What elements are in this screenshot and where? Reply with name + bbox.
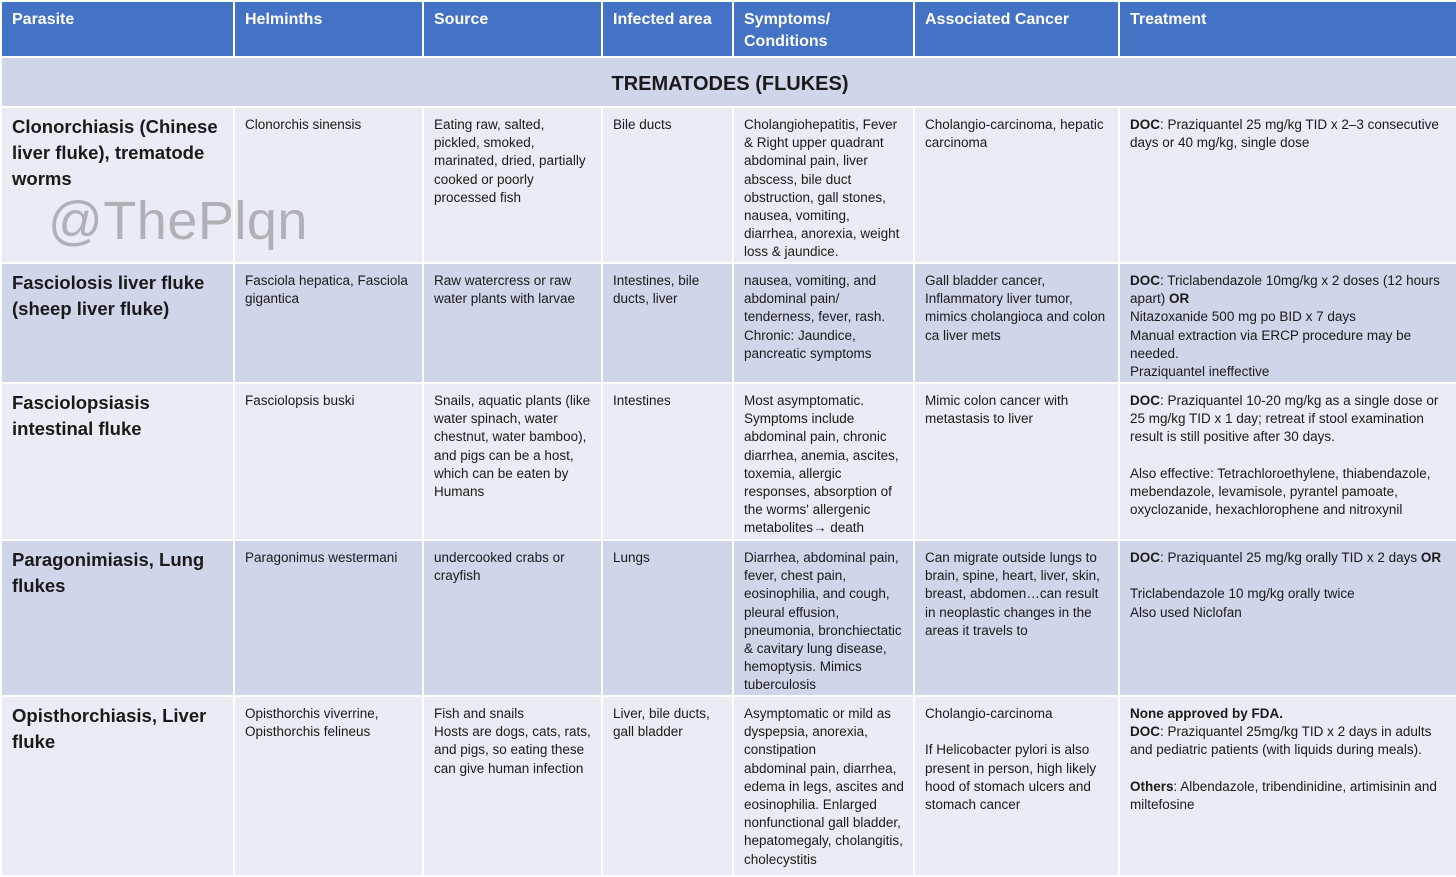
treatment-label: None approved by FDA.	[1130, 706, 1284, 721]
treatment-line	[1130, 723, 1448, 759]
infected-area-line: Lungs	[613, 550, 650, 565]
associated-cancer-line: Gall bladder cancer, Inflammatory liver tumor, mimics cholangioca and colon ca liver mets	[925, 273, 1106, 343]
treatment-text: : Triclabendazole 10mg/kg x 2 doses (12 hours apart)	[1130, 273, 1440, 307]
table-row	[1, 107, 1456, 263]
infected-area-line: Liver, bile ducts, gall bladder	[613, 706, 710, 740]
treatment-line	[1130, 392, 1448, 447]
helminths-cell	[234, 107, 423, 263]
infected-area-cell	[602, 383, 733, 540]
source-cell	[423, 540, 602, 696]
treatment-or: OR	[1169, 291, 1190, 307]
associated-cancer-cell	[914, 263, 1119, 383]
header-source: Source	[423, 1, 602, 57]
header-symptoms-line: Symptoms/	[744, 11, 831, 28]
source-cell	[423, 383, 602, 540]
section-row	[1, 57, 1456, 107]
treatment-cell	[1119, 696, 1456, 876]
header-treatment: Treatment	[1119, 1, 1456, 57]
helminths-line: Fasciola hepatica, Fasciola gigantica	[245, 273, 408, 307]
helminths-cell	[234, 540, 423, 696]
infected-area-cell	[602, 540, 733, 696]
associated-cancer-cell	[914, 383, 1119, 540]
source-line: Raw watercress or raw water plants with larvae	[434, 273, 576, 307]
source-line: Snails, aquatic plants (like water spinach, water chestnut, water bamboo), and pigs can be a host, which can be eaten by Humans	[434, 393, 591, 500]
treatment-text: : Albendazole, tribendinidine, artimisinin and miltefosine	[1130, 778, 1437, 812]
source-line: Hosts are dogs, cats, rats, and pigs, so eating these can give human infection	[434, 724, 591, 776]
symptoms-cell	[733, 383, 914, 540]
treatment-line	[1130, 465, 1448, 520]
symptoms-line: Cholangiohepatitis, Fever & Right upper quadrant abdominal pain, liver abscess, bile duct obstruction, gall stones, nausea, vomiting, diarrhea, anorexia, weight loss & jaundice.	[744, 117, 900, 260]
header-parasite: Parasite	[1, 1, 234, 57]
treatment-label: DOC	[1130, 393, 1160, 408]
symptoms-line: abdominal pain, diarrhea, edema in legs, ascites and eosinophilia. Enlarged nonfunctional gall bladder, hepatomegaly, cholangitis, cholecystitis	[744, 760, 904, 867]
symptoms-cell	[733, 263, 914, 383]
helminths-cell	[234, 263, 423, 383]
associated-cancer-line: Cholangio-carcinoma	[925, 706, 1053, 721]
symptoms-cell	[733, 540, 914, 696]
treatment-line	[1130, 272, 1448, 308]
table-row	[1, 540, 1456, 696]
header-helminths: Helminths	[234, 1, 423, 57]
parasite-cell: Fasciolopsiasis intestinal fluke	[1, 383, 234, 540]
treatment-cell	[1119, 383, 1456, 540]
associated-cancer-line: Cholangio-carcinoma, hepatic carcinoma	[925, 117, 1104, 151]
treatment-label: Others	[1130, 778, 1174, 794]
treatment-text: : Praziquantel 25 mg/kg TID x 2–3 consecutive days or 40 mg/kg, single dose	[1130, 117, 1439, 151]
infected-area-line: Intestines, bile ducts, liver	[613, 273, 700, 307]
section-title: TREMATODES (FLUKES)	[1, 57, 1456, 107]
treatment-line	[1130, 604, 1448, 622]
infected-area-line: Bile ducts	[613, 117, 672, 132]
treatment-line	[1130, 327, 1448, 363]
header-symptoms	[733, 1, 914, 57]
helminths-line: Fasciolopsis buski	[245, 393, 355, 408]
treatment-text: : Praziquantel 25mg/kg TID x 2 days in adults and pediatric patients (with liquids during meals).	[1130, 724, 1432, 758]
source-cell	[423, 107, 602, 263]
helminths-line: Opisthorchis viverrine, Opisthorchis felineus	[245, 706, 379, 740]
parasite-cell: Clonorchiasis (Chinese liver fluke), trematode worms	[1, 107, 234, 263]
infected-area-cell	[602, 107, 733, 263]
treatment-or: OR	[1420, 550, 1442, 565]
treatment-line	[1130, 705, 1448, 723]
treatment-line	[1130, 585, 1448, 603]
helminths-line: Paragonimus westermani	[245, 550, 398, 565]
header-infected-area: Infected area	[602, 1, 733, 57]
associated-cancer-cell	[914, 107, 1119, 263]
treatment-line	[1130, 447, 1448, 465]
treatment-text: Praziquantel ineffective	[1130, 364, 1270, 380]
associated-cancer-cell	[914, 696, 1119, 876]
helminths-cell	[234, 383, 423, 540]
table-row	[1, 696, 1456, 876]
source-line: Eating raw, salted, pickled, smoked, marinated, dried, partially cooked or poorly processed fish	[434, 117, 586, 205]
treatment-line	[1130, 363, 1448, 381]
treatment-label: DOC	[1130, 724, 1160, 740]
associated-cancer-line	[925, 723, 1110, 741]
source-line: undercooked crabs or crayfish	[434, 550, 565, 584]
symptoms-line: Most asymptomatic. Symptoms include abdominal pain, chronic diarrhea, anemia, ascites, toxemia, allergic responses, absorption of the worms' allergenic metabolites→ death	[744, 393, 899, 536]
treatment-label: DOC	[1130, 550, 1160, 565]
treatment-line	[1130, 778, 1448, 814]
treatment-line	[1130, 549, 1448, 567]
associated-cancer-line: Can migrate outside lungs to brain, spine, heart, liver, skin, breast, abdomen…can result in neoplastic changes in the areas it travels to	[925, 550, 1100, 638]
symptoms-cell	[733, 696, 914, 876]
parasite-cell: Opisthorchiasis, Liver fluke	[1, 696, 234, 876]
treatment-line	[1130, 308, 1448, 326]
treatment-text: Manual extraction via ERCP procedure may be needed.	[1130, 327, 1412, 361]
treatment-text: Also effective: Tetrachloroethylene, thiabendazole, mebendazole, levamisole, pyrantel pamoate, oxyclozanide, hexachlorophene and nitroxynil	[1130, 465, 1431, 518]
header-symptoms-line: Conditions	[744, 33, 828, 50]
parasite-cell: Paragonimiasis, Lung flukes	[1, 540, 234, 696]
symptoms-line: Diarrhea, abdominal pain, fever, chest pain, eosinophilia, and cough, pleural effusion, pneumonia, bronchiectatic & cavitary lung disease, hemoptysis. Mimics tuberculosis	[744, 550, 902, 693]
header-associated-cancer: Associated Cancer	[914, 1, 1119, 57]
infected-area-cell	[602, 263, 733, 383]
source-cell	[423, 263, 602, 383]
source-cell	[423, 696, 602, 876]
treatment-text: Nitazoxanide 500 mg po BID x 7 days	[1130, 309, 1356, 325]
helminths-line: Clonorchis sinensis	[245, 117, 362, 132]
associated-cancer-line: Mimic colon cancer with metastasis to liver	[925, 393, 1069, 427]
treatment-text: Also used Niclofan	[1130, 604, 1242, 620]
table-row	[1, 383, 1456, 540]
treatment-cell	[1119, 540, 1456, 696]
watermark: @ThePlqn	[48, 191, 308, 251]
symptoms-cell	[733, 107, 914, 263]
treatment-line	[1130, 760, 1448, 778]
treatment-line	[1130, 567, 1448, 585]
treatment-cell	[1119, 107, 1456, 263]
associated-cancer-cell	[914, 540, 1119, 696]
treatment-text: Triclabendazole 10 mg/kg orally twice	[1130, 586, 1355, 602]
treatment-cell	[1119, 263, 1456, 383]
helminths-cell	[234, 696, 423, 876]
treatment-line	[1130, 116, 1448, 152]
treatment-text: : Praziquantel 25 mg/kg orally TID x 2 days	[1160, 550, 1421, 565]
source-line: Fish and snails	[434, 706, 525, 721]
associated-cancer-line: If Helicobacter pylori is also present in person, high likely hood of stomach ulcers and stomach cancer	[925, 742, 1097, 812]
parasite-cell: Fasciolosis liver fluke (sheep liver fluke)	[1, 263, 234, 383]
symptoms-line: Asymptomatic or mild as dyspepsia, anorexia, constipation	[744, 706, 892, 758]
infected-area-line: Intestines	[613, 393, 671, 408]
treatment-label: DOC	[1130, 273, 1160, 288]
treatment-label: DOC	[1130, 117, 1160, 132]
header-row	[1, 1, 1456, 57]
treatment-text: : Praziquantel 10-20 mg/kg as a single dose or 25 mg/kg TID x 1 day; retreat if stool examination result is still positive after 30 days.	[1130, 393, 1439, 445]
infected-area-cell	[602, 696, 733, 876]
table-row	[1, 263, 1456, 383]
symptoms-line: nausea, vomiting, and abdominal pain/ tenderness, fever, rash. Chronic: Jaundice, pancreatic symptoms	[744, 273, 886, 361]
